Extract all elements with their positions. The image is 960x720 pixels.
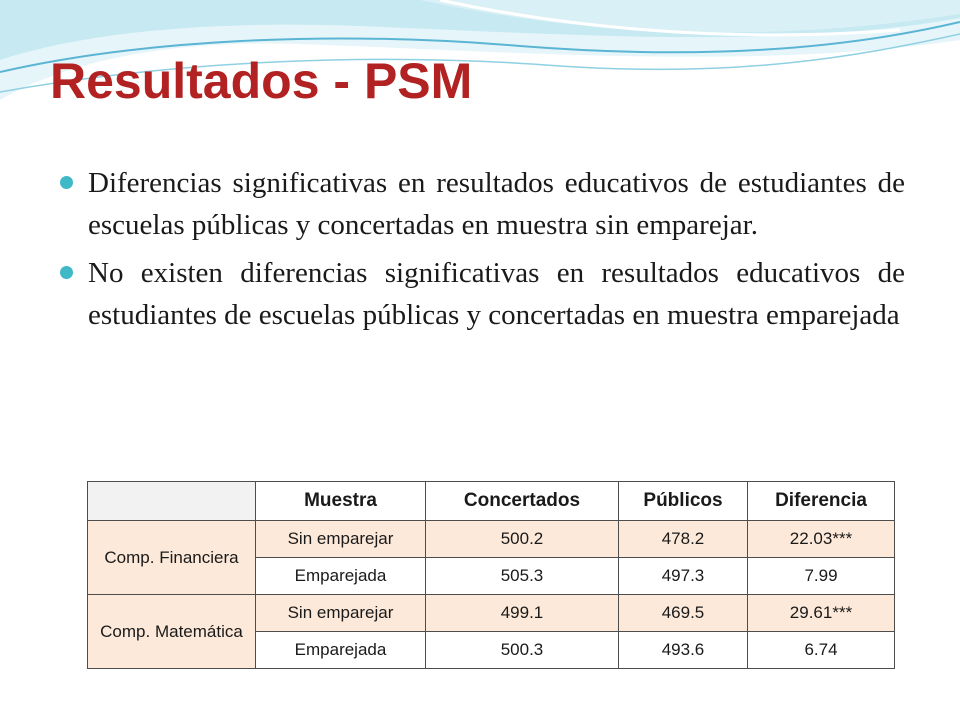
bullet-item — [60, 252, 905, 336]
group-label: Comp. Financiera — [88, 521, 256, 595]
bullet-text: Diferencias significativas en resultados educativos de estudiantes de escuelas públicas y concertadas en muestra sin emparejar. — [88, 167, 905, 241]
cell-diferencia: 6.74 — [748, 632, 895, 669]
cell-diferencia: 7.99 — [748, 558, 895, 595]
cell-muestra: Emparejada — [256, 632, 426, 669]
table-row — [88, 595, 895, 632]
results-table — [87, 481, 895, 669]
cell-muestra: Sin emparejar — [256, 521, 426, 558]
cell-concertados: 505.3 — [426, 558, 619, 595]
cell-publicos: 493.6 — [619, 632, 748, 669]
cell-diferencia: 29.61*** — [748, 595, 895, 632]
header-muestra: Muestra — [256, 482, 426, 521]
header-corner-cell — [88, 482, 256, 521]
group-label: Comp. Matemática — [88, 595, 256, 669]
cell-muestra: Emparejada — [256, 558, 426, 595]
cell-publicos: 469.5 — [619, 595, 748, 632]
cell-concertados: 500.3 — [426, 632, 619, 669]
cell-diferencia: 22.03*** — [748, 521, 895, 558]
table-row — [88, 521, 895, 558]
header-concertados: Concertados — [426, 482, 619, 521]
header-publicos: Públicos — [619, 482, 748, 521]
cell-concertados: 500.2 — [426, 521, 619, 558]
bullet-item — [60, 162, 905, 246]
cell-muestra: Sin emparejar — [256, 595, 426, 632]
table-header-row — [88, 482, 895, 521]
bullet-dot-icon — [60, 176, 73, 189]
cell-concertados: 499.1 — [426, 595, 619, 632]
bullet-text: No existen diferencias significativas en resultados educativos de estudiantes de escuelas públicas y concertadas en muestra emparejada — [88, 257, 905, 331]
bullet-dot-icon — [60, 266, 73, 279]
header-diferencia: Diferencia — [748, 482, 895, 521]
bullet-list — [60, 162, 905, 342]
slide-title: Resultados - PSM — [50, 53, 473, 109]
cell-publicos: 478.2 — [619, 521, 748, 558]
cell-publicos: 497.3 — [619, 558, 748, 595]
